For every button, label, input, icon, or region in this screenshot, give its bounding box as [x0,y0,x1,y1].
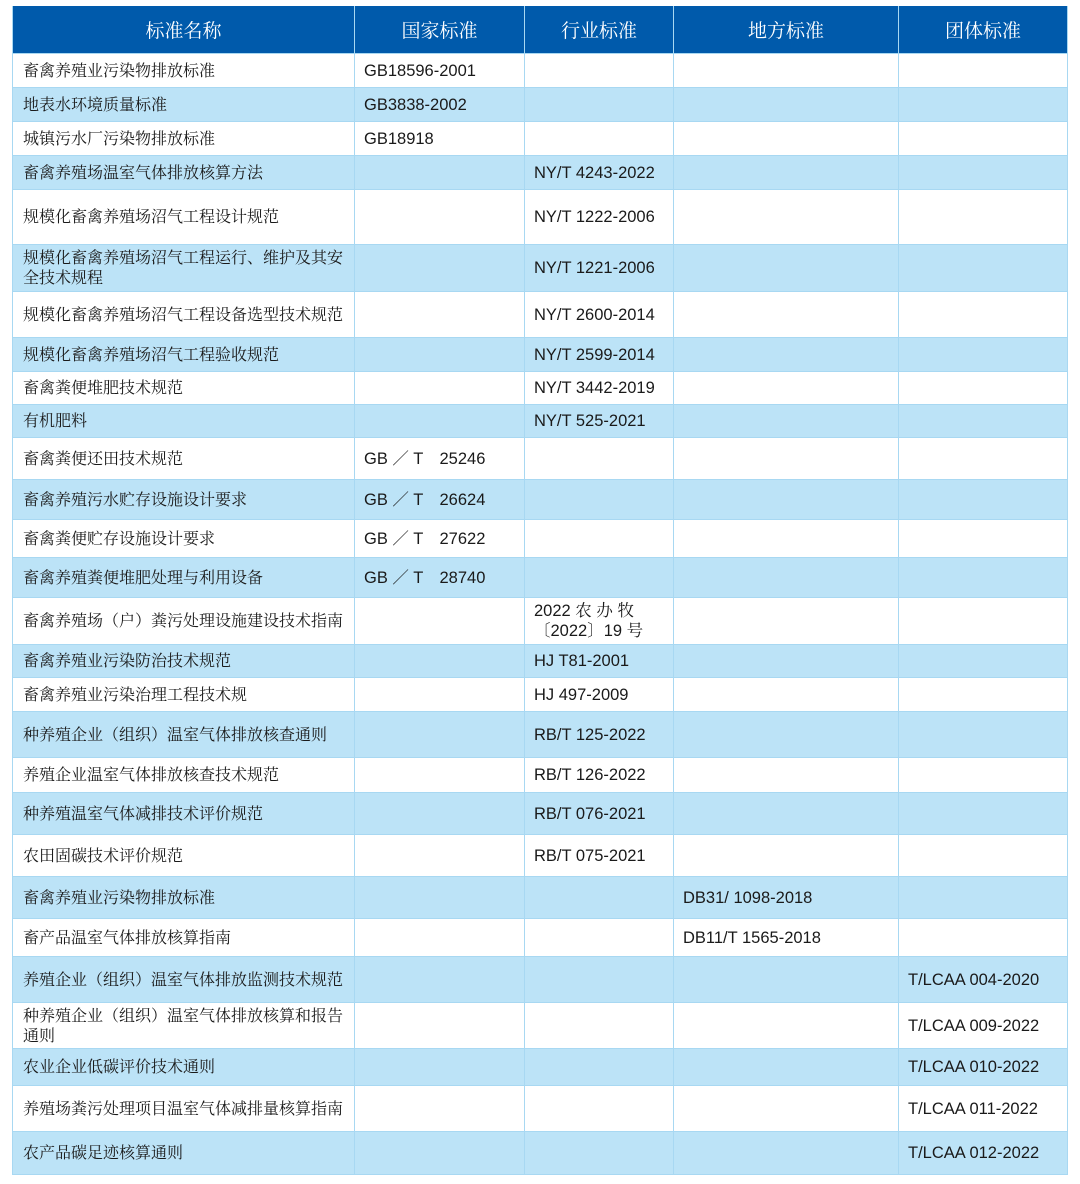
table-row [13,405,1068,438]
cell-national-standard [355,919,525,957]
table-row [13,338,1068,372]
header-group-standard: 团体标准 [899,6,1068,54]
table-row [13,919,1068,957]
table-body [13,54,1068,1175]
table-row [13,372,1068,405]
cell-industry-standard [525,877,674,919]
table-row [13,88,1068,122]
cell-local-standard [674,520,899,558]
cell-industry-standard: RB/T 075-2021 [525,835,674,877]
cell-national-standard [355,835,525,877]
cell-standard-name: 种养殖企业（组织）温室气体排放核算和报告通则 [13,1003,355,1049]
cell-industry-standard [525,1132,674,1175]
cell-national-standard [355,338,525,372]
cell-national-standard [355,245,525,292]
cell-local-standard [674,372,899,405]
cell-national-standard [355,1049,525,1086]
cell-group-standard [899,598,1068,645]
cell-standard-name: 畜产品温室气体排放核算指南 [13,919,355,957]
cell-standard-name: 畜禽粪便堆肥技术规范 [13,372,355,405]
cell-standard-name: 畜禽养殖粪便堆肥处理与利用设备 [13,558,355,598]
cell-group-standard [899,292,1068,338]
cell-standard-name: 规模化畜禽养殖场沼气工程设备选型技术规范 [13,292,355,338]
cell-standard-name: 规模化畜禽养殖场沼气工程运行、维护及其安全技术规程 [13,245,355,292]
cell-national-standard: GB ／ T 25246 [355,438,525,480]
cell-industry-standard [525,1086,674,1132]
cell-industry-standard [525,919,674,957]
cell-national-standard [355,645,525,678]
table-row [13,598,1068,645]
cell-national-standard [355,372,525,405]
cell-industry-standard [525,438,674,480]
cell-national-standard [355,712,525,758]
cell-national-standard [355,1086,525,1132]
cell-industry-standard: 2022 农 办 牧〔2022〕19 号 [525,598,674,645]
cell-standard-name: 畜禽养殖业污染物排放标准 [13,877,355,919]
table-row [13,122,1068,156]
cell-national-standard [355,678,525,712]
cell-standard-name: 畜禽粪便贮存设施设计要求 [13,520,355,558]
cell-group-standard: T/LCAA 012-2022 [899,1132,1068,1175]
table-header-row [13,6,1068,54]
cell-group-standard: T/LCAA 009-2022 [899,1003,1068,1049]
cell-group-standard [899,645,1068,678]
cell-standard-name: 规模化畜禽养殖场沼气工程设计规范 [13,190,355,245]
cell-national-standard: GB ／ T 26624 [355,480,525,520]
cell-group-standard [899,520,1068,558]
cell-standard-name: 畜禽养殖场温室气体排放核算方法 [13,156,355,190]
cell-national-standard [355,598,525,645]
cell-standard-name: 农业企业低碳评价技术通则 [13,1049,355,1086]
cell-industry-standard [525,1003,674,1049]
cell-industry-standard: HJ T81-2001 [525,645,674,678]
table-row [13,245,1068,292]
cell-local-standard [674,1003,899,1049]
cell-group-standard [899,438,1068,480]
header-standard-name: 标准名称 [13,6,355,54]
cell-standard-name: 地表水环境质量标准 [13,88,355,122]
cell-standard-name: 有机肥料 [13,405,355,438]
cell-industry-standard [525,558,674,598]
cell-local-standard [674,338,899,372]
table-row [13,1049,1068,1086]
cell-group-standard [899,156,1068,190]
cell-industry-standard [525,520,674,558]
cell-group-standard [899,338,1068,372]
cell-national-standard [355,405,525,438]
cell-local-standard [674,190,899,245]
cell-local-standard [674,1086,899,1132]
cell-group-standard [899,480,1068,520]
cell-standard-name: 养殖企业温室气体排放核查技术规范 [13,758,355,793]
cell-national-standard [355,292,525,338]
cell-standard-name: 畜禽养殖场（户）粪污处理设施建设技术指南 [13,598,355,645]
cell-national-standard [355,1003,525,1049]
cell-group-standard [899,758,1068,793]
cell-industry-standard [525,480,674,520]
cell-local-standard [674,438,899,480]
cell-standard-name: 畜禽养殖业污染防治技术规范 [13,645,355,678]
cell-group-standard: T/LCAA 011-2022 [899,1086,1068,1132]
cell-local-standard [674,558,899,598]
cell-national-standard [355,957,525,1003]
table-row [13,1086,1068,1132]
cell-local-standard [674,598,899,645]
cell-industry-standard [525,88,674,122]
cell-industry-standard: NY/T 2599-2014 [525,338,674,372]
cell-national-standard: GB3838-2002 [355,88,525,122]
cell-standard-name: 种养殖温室气体减排技术评价规范 [13,793,355,835]
cell-local-standard: DB11/T 1565-2018 [674,919,899,957]
table-row [13,292,1068,338]
cell-group-standard [899,372,1068,405]
cell-local-standard: DB31/ 1098-2018 [674,877,899,919]
table-row [13,54,1068,88]
cell-local-standard [674,758,899,793]
cell-group-standard [899,712,1068,758]
cell-local-standard [674,678,899,712]
cell-national-standard: GB18918 [355,122,525,156]
cell-national-standard [355,190,525,245]
cell-national-standard [355,793,525,835]
cell-standard-name: 养殖场粪污处理项目温室气体减排量核算指南 [13,1086,355,1132]
cell-industry-standard: NY/T 4243-2022 [525,156,674,190]
cell-industry-standard: NY/T 2600-2014 [525,292,674,338]
cell-standard-name: 畜禽养殖业污染物排放标准 [13,54,355,88]
table-row [13,520,1068,558]
cell-industry-standard: NY/T 1222-2006 [525,190,674,245]
table-row [13,558,1068,598]
cell-group-standard [899,405,1068,438]
cell-industry-standard [525,1049,674,1086]
cell-group-standard [899,877,1068,919]
cell-local-standard [674,712,899,758]
header-industry-standard: 行业标准 [525,6,674,54]
cell-industry-standard [525,122,674,156]
cell-industry-standard: NY/T 3442-2019 [525,372,674,405]
cell-group-standard: T/LCAA 004-2020 [899,957,1068,1003]
cell-group-standard [899,122,1068,156]
table-row [13,793,1068,835]
cell-group-standard [899,54,1068,88]
cell-standard-name: 农田固碳技术评价规范 [13,835,355,877]
cell-industry-standard: RB/T 076-2021 [525,793,674,835]
cell-local-standard [674,480,899,520]
cell-standard-name: 养殖企业（组织）温室气体排放监测技术规范 [13,957,355,1003]
table-row [13,156,1068,190]
cell-industry-standard: RB/T 125-2022 [525,712,674,758]
cell-group-standard [899,793,1068,835]
cell-local-standard [674,645,899,678]
cell-group-standard [899,835,1068,877]
cell-local-standard [674,88,899,122]
cell-group-standard [899,88,1068,122]
table-row [13,645,1068,678]
cell-local-standard [674,292,899,338]
cell-local-standard [674,1049,899,1086]
cell-national-standard [355,758,525,793]
cell-national-standard: GB ／ T 28740 [355,558,525,598]
cell-standard-name: 畜禽养殖业污染治理工程技术规 [13,678,355,712]
table-row [13,758,1068,793]
standards-table [12,6,1068,1175]
cell-local-standard [674,54,899,88]
table-row [13,678,1068,712]
cell-group-standard [899,558,1068,598]
cell-local-standard [674,245,899,292]
cell-local-standard [674,957,899,1003]
cell-local-standard [674,793,899,835]
cell-national-standard: GB ／ T 27622 [355,520,525,558]
cell-industry-standard [525,957,674,1003]
cell-industry-standard [525,54,674,88]
cell-national-standard: GB18596-2001 [355,54,525,88]
header-local-standard: 地方标准 [674,6,899,54]
cell-standard-name: 城镇污水厂污染物排放标准 [13,122,355,156]
table-row [13,190,1068,245]
cell-local-standard [674,405,899,438]
cell-industry-standard: NY/T 525-2021 [525,405,674,438]
cell-group-standard [899,919,1068,957]
cell-standard-name: 种养殖企业（组织）温室气体排放核查通则 [13,712,355,758]
cell-group-standard [899,245,1068,292]
table-row [13,957,1068,1003]
cell-industry-standard: NY/T 1221-2006 [525,245,674,292]
table-row [13,480,1068,520]
cell-local-standard [674,1132,899,1175]
cell-local-standard [674,122,899,156]
cell-national-standard [355,877,525,919]
table-row [13,1132,1068,1175]
cell-group-standard [899,678,1068,712]
cell-national-standard [355,1132,525,1175]
cell-industry-standard: RB/T 126-2022 [525,758,674,793]
table-row [13,877,1068,919]
cell-group-standard [899,190,1068,245]
table-row [13,1003,1068,1049]
cell-standard-name: 畜禽养殖污水贮存设施设计要求 [13,480,355,520]
table-row [13,438,1068,480]
cell-standard-name: 规模化畜禽养殖场沼气工程验收规范 [13,338,355,372]
cell-local-standard [674,156,899,190]
table-row [13,712,1068,758]
cell-standard-name: 农产品碳足迹核算通则 [13,1132,355,1175]
header-national-standard: 国家标准 [355,6,525,54]
cell-industry-standard: HJ 497-2009 [525,678,674,712]
cell-group-standard: T/LCAA 010-2022 [899,1049,1068,1086]
cell-standard-name: 畜禽粪便还田技术规范 [13,438,355,480]
cell-local-standard [674,835,899,877]
cell-national-standard [355,156,525,190]
table-row [13,835,1068,877]
